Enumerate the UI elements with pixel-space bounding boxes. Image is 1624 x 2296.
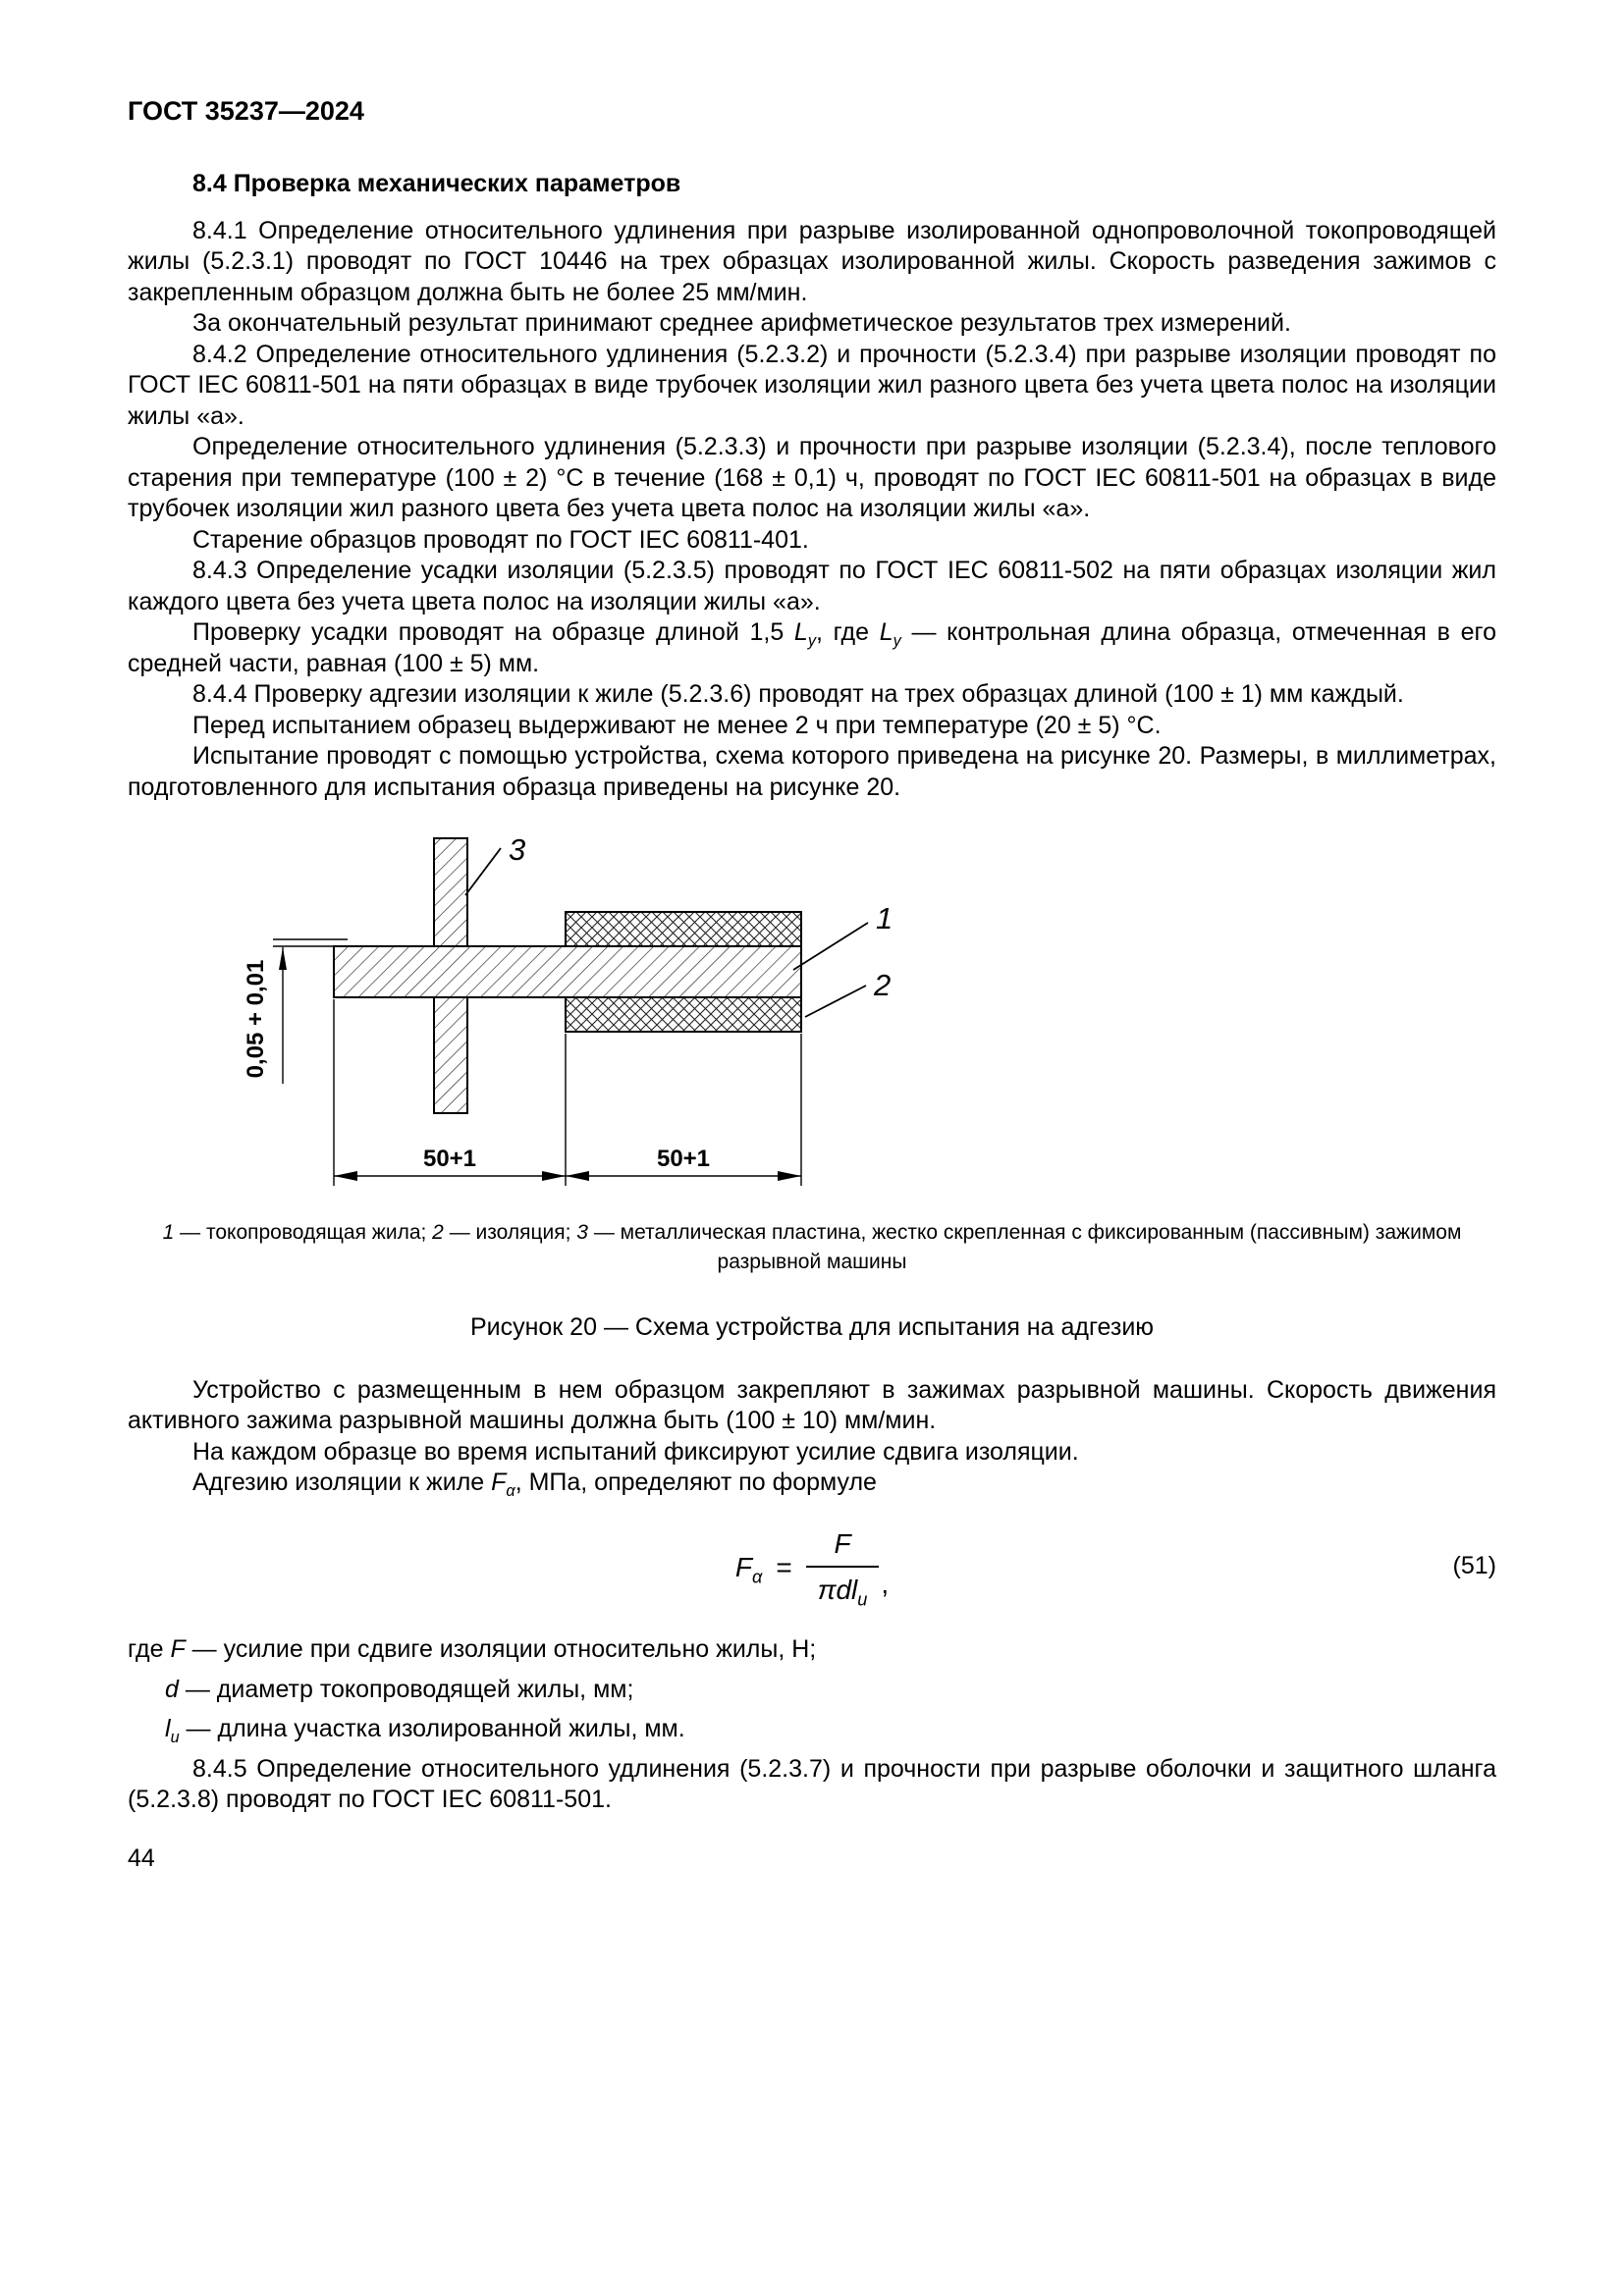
var-Ly: $L_y$ (793, 618, 816, 651)
gap-dimension-label: 0,05 + 0,01 (243, 959, 269, 1079)
para-aging-method: Старение образцов проводят по ГОСТ IEC 60811-401. (192, 525, 809, 554)
para-formula-intro (128, 1468, 1496, 1499)
callout-2-label: 2 (874, 968, 892, 1003)
document-code: ГОСТ 35237—2024 (128, 96, 364, 126)
var-F: F (170, 1635, 186, 1664)
fraction (806, 1526, 880, 1608)
where-row-diameter (128, 1675, 1496, 1706)
callout-1-leader (793, 923, 868, 970)
para-8-4-2: 8.4.2 Определение относительного удлинения (5.2.3.2) и прочности (5.2.3.4) при разрыве изоляции проводят по ГОСТ IEC 60811-501 на пяти образцах в виде трубочек изоляции жил разного цвета без учета цвета полос на изоляции жилы «а». (128, 340, 1496, 430)
para-8-4-1: 8.4.1 Определение относительного удлинения при разрыве изолированной однопроволочной токопроводящей жилы (5.2.3.1) проводят по ГОСТ 10446 на трех образцах изолированной жилы. Скорость разведения зажимов с закрепленным образцом должна быть не более 25 мм/мин. (128, 216, 1496, 306)
text-run: , МПа, определяют по формуле (514, 1468, 877, 1497)
adhesion-test-diagram (128, 830, 1496, 1201)
legend-text-1: — токопроводящая жила; (174, 1220, 433, 1244)
equals-sign: = (776, 1551, 792, 1582)
dim-label-right-segment: 50+1 (656, 1146, 711, 1173)
para-8-4-3: 8.4.3 Определение усадки изоляции (5.2.3.5) проводят по ГОСТ IEC 60811-502 на пяти образцах изоляции жил каждого цвета без учета цвета полос на изоляции жилы «а». (128, 557, 1496, 615)
where-prefix: где (128, 1635, 171, 1664)
gap-arrow-up (279, 947, 287, 970)
section-heading: 8.4 Проверка механических параметров (192, 170, 681, 198)
para-test-device: Испытание проводят с помощью устройства, схема которого приведена на рисунке 20. Размеры, в миллиметрах, подготовленного для испытания образца приведены на рисунке 20. (128, 742, 1496, 801)
fraction-numerator: F (834, 1527, 851, 1559)
text-run: Адгезию изоляции к жиле (192, 1468, 492, 1497)
fraction-denominator: πdl$_u$ (806, 1566, 880, 1607)
figure-caption: Рисунок 20 — Схема устройства для испытания на адгезию (469, 1313, 1155, 1342)
text-run: — контрольная длина образца, отмеченная в его средней части, равная (100 ± 5) мм. (128, 618, 1496, 677)
where-text: — усилие при сдвиге изоляции относительно жилы, Н; (185, 1635, 817, 1664)
figure-legend (159, 1218, 1465, 1278)
figure-20 (128, 830, 1496, 1210)
dim-label-left-segment: 50+1 (422, 1146, 477, 1173)
para-8-4-5: 8.4.5 Определение относительного удлинения (5.2.3.7) и прочности при разрыве оболочки и защитного шланга (5.2.3.8) проводят по ГОСТ IEC 60811-501. (128, 1754, 1496, 1814)
formula-comma: , (881, 1569, 890, 1600)
conductor-bar (334, 946, 801, 997)
var-lu: $l_u$ (165, 1715, 180, 1747)
legend-key-3: 3 (576, 1220, 588, 1244)
formula-row (128, 1526, 1496, 1608)
callout-2-leader (805, 986, 866, 1017)
dim-arrow-middle-right (566, 1171, 589, 1181)
legend-key-2: 2 (432, 1220, 444, 1244)
para-8-4-2-aging: Определение относительного удлинения (5.2.3.3) и прочности при разрыве изоляции (5.2.3.4), после теплового старения при температуре (100 ± 2) °С в течение (168 ± 0,1) ч, проводят по ГОСТ IEC 60811-501 на образцах в виде трубочек изоляции жил разного цвета без учета цвета полос на изоляции жилы «а». (128, 433, 1496, 523)
legend-text-3: — металлическая пластина, жестко скрепленная с фиксированным (пассивным) зажимом разрывной машины (587, 1220, 1462, 1273)
var-d: d (165, 1675, 179, 1703)
callout-3-label: 3 (509, 832, 526, 868)
text-run: , где (815, 618, 880, 647)
where-row-length (128, 1714, 1496, 1745)
var-Ly: $L_y$ (879, 618, 901, 651)
insulation-bottom (566, 997, 801, 1032)
dim-arrow-right (778, 1171, 801, 1181)
para-8-4-3-shrinkage-check (128, 617, 1496, 679)
legend-text-2: — изоляция; (443, 1220, 577, 1244)
where-text: — диаметр токопроводящей жилы, мм; (178, 1675, 634, 1703)
var-F-alpha: $F_\alpha$ (491, 1468, 515, 1501)
dim-arrow-left (334, 1171, 357, 1181)
callout-1-label: 1 (876, 901, 893, 936)
page-number: 44 (128, 1843, 155, 1872)
formula-lhs: $F_\alpha$ (734, 1551, 763, 1587)
text-run: Проверку усадки проводят на образце длиной 1,5 (192, 618, 794, 647)
insulation-top (566, 912, 801, 946)
callout-3-leader (465, 848, 501, 895)
where-row-force (128, 1634, 1496, 1666)
formula-adhesion (735, 1526, 889, 1608)
para-clamping: Устройство с размещенным в нем образцом закрепляют в зажимах разрывной машины. Скорость движения активного зажима разрывной машины должна быть (100 ± 10) мм/мин. (128, 1375, 1496, 1435)
para-conditioning: Перед испытанием образец выдерживают не менее 2 ч при температуре (20 ± 5) °С. (192, 711, 1162, 739)
para-force-recording: На каждом образце во время испытаний фиксируют усилие сдвига изоляции. (192, 1437, 1079, 1466)
para-8-4-1-result: За окончательный результат принимают среднее арифметическое результатов трех измерений. (192, 309, 1291, 338)
where-text: — длина участка изолированной жилы, мм. (179, 1715, 685, 1743)
para-8-4-4: 8.4.4 Проверку адгезии изоляции к жиле (5.2.3.6) проводят на трех образцах длиной (100 ± 1) мм каждый. (192, 680, 1404, 709)
equation-number: (51) (1452, 1552, 1496, 1580)
dim-arrow-middle-left (542, 1171, 566, 1181)
legend-key-1: 1 (162, 1220, 175, 1244)
